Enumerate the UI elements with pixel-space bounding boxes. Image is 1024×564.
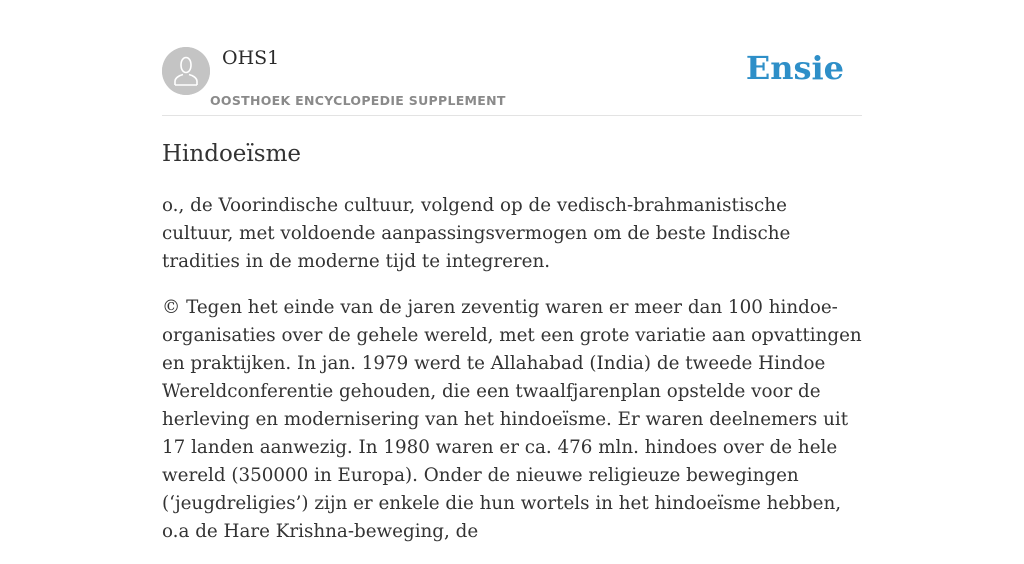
page-title: Hindoeïsme [162,141,301,167]
user-icon [162,47,210,95]
source-label[interactable]: OOSTHOEK ENCYCLOPEDIE SUPPLEMENT [210,93,506,108]
article-body [162,192,862,564]
author-name[interactable]: OHS1 [222,47,280,69]
article-header [162,0,862,116]
article-container [162,0,862,542]
article-paragraph: © Tegen het einde van de jaren zeventig waren er meer dan 100 hindoe-organisaties over de gehele wereld, met een grote variatie aan opvattingen en praktijken. In jan. 1979 werd te Allahabad (India) de tweede Hindoe Wereldconferentie gehouden, die een twaalfjarenplan opstelde voor de herleving en modernisering van het hindoeïsme. Er waren deelnemers uit 17 landen aanwezig. In 1980 waren er ca. 476 mln. hindoes over de hele wereld (350000 in Europa). Onder de nieuwe religieuze bewegingen (‘jeugdreligies’) zijn er enkele die hun wortels in het hindoeïsme hebben, o.a de Hare Krishna-beweging, de [162,297,862,542]
brand-logo[interactable]: Ensie [745,49,844,87]
avatar[interactable] [162,47,210,95]
article-paragraph: o., de Voorindische cultuur, volgend op de vedisch-brahmanistische cultuur, met voldoende aanpassingsvermogen om de beste Indische tradities in de moderne tijd te integreren. [162,195,791,272]
